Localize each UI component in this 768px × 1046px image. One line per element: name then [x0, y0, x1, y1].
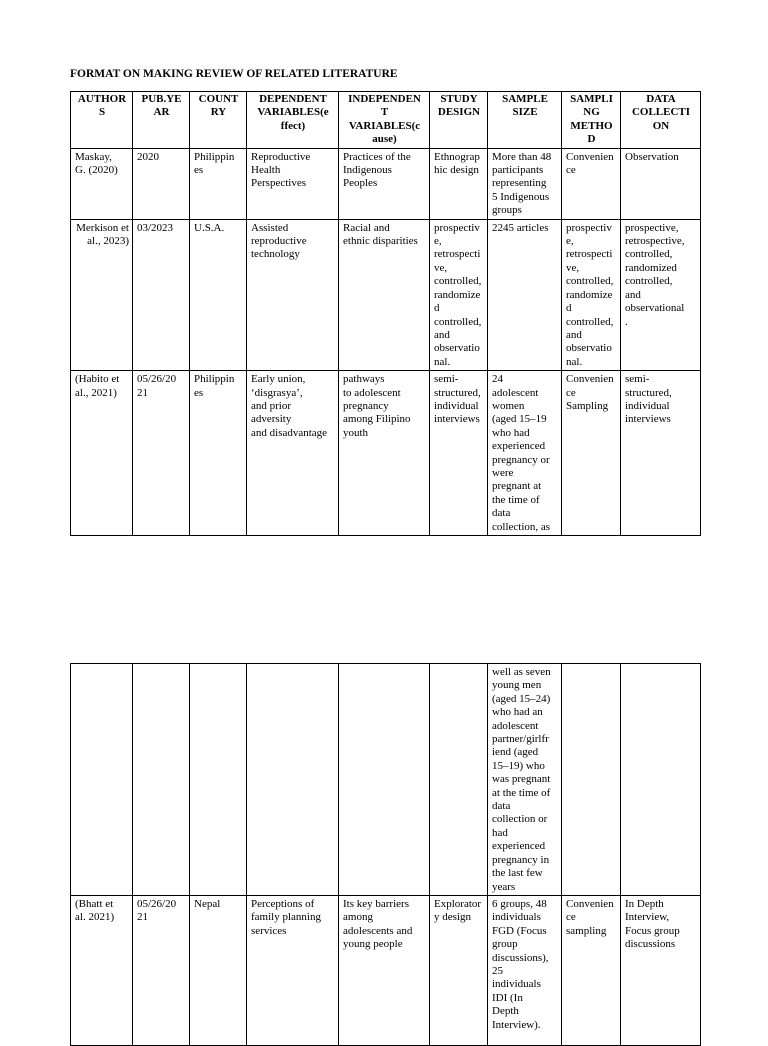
- cell-study-design: Explorator y design: [430, 895, 488, 1045]
- cell-study-design: [430, 664, 488, 896]
- table-row: [71, 664, 701, 896]
- cell-study-design: semi- structured, individual interviews: [430, 371, 488, 536]
- header-country: COUNT RY: [190, 92, 247, 149]
- cell-authors: (Habito et al., 2021): [71, 371, 133, 536]
- cell-sample-size: 24 adolescent women (aged 15–19 who had experienced pregnancy or were pregnant at the time of data collection, as: [488, 371, 562, 536]
- cell-pub-year: 05/26/20 21: [133, 895, 190, 1045]
- header-pub-year: PUB.YE AR: [133, 92, 190, 149]
- cell-country: Nepal: [190, 895, 247, 1045]
- cell-country: Philippin es: [190, 371, 247, 536]
- cell-sampling-method: Convenien ce sampling: [562, 895, 621, 1045]
- cell-independent-variables: Its key barriers among adolescents and young people: [339, 895, 430, 1045]
- cell-independent-variables: pathways to adolescent pregnancy among Filipino youth: [339, 371, 430, 536]
- cell-pub-year: 2020: [133, 148, 190, 219]
- header-dependent-variables: DEPENDENT VARIABLES(e ffect): [247, 92, 339, 149]
- cell-pub-year: 05/26/20 21: [133, 371, 190, 536]
- table-row: [71, 148, 701, 219]
- cell-dependent-variables: Reproductive Health Perspectives: [247, 148, 339, 219]
- header-data-collection: DATA COLLECTI ON: [621, 92, 701, 149]
- cell-sample-size: More than 48 participants representing 5 Indigenous groups: [488, 148, 562, 219]
- header-independent-variables: INDEPENDEN T VARIABLES(c ause): [339, 92, 430, 149]
- cell-dependent-variables: [247, 664, 339, 896]
- cell-sampling-method: Convenien ce: [562, 148, 621, 219]
- cell-sampling-method: [562, 664, 621, 896]
- review-table-page-2: [70, 663, 701, 1046]
- cell-dependent-variables: Early union, ‘disgrasya’, and prior adversity and disadvantage: [247, 371, 339, 536]
- cell-authors: [71, 664, 133, 896]
- cell-authors: (Bhatt et al. 2021): [71, 895, 133, 1045]
- cell-authors: Maskay, G. (2020): [71, 148, 133, 219]
- cell-country: Philippin es: [190, 148, 247, 219]
- cell-sample-size: 6 groups, 48 individuals FGD (Focus group discussions), 25 individuals IDI (In Depth Interview).: [488, 895, 562, 1045]
- cell-independent-variables: Practices of the Indigenous Peoples: [339, 148, 430, 219]
- cell-data-collection: Observation: [621, 148, 701, 219]
- cell-sampling-method: Convenien ce Sampling: [562, 371, 621, 536]
- cell-pub-year: 03/2023: [133, 219, 190, 370]
- cell-dependent-variables: Assisted reproductive technology: [247, 219, 339, 370]
- cell-data-collection: In Depth Interview, Focus group discussions: [621, 895, 701, 1045]
- cell-independent-variables: [339, 664, 430, 896]
- header-sample-size: SAMPLE SIZE: [488, 92, 562, 149]
- document-title: FORMAT ON MAKING REVIEW OF RELATED LITERATURE: [70, 68, 398, 80]
- cell-authors: Merkison et al., 2023): [71, 219, 133, 370]
- table-row: [71, 371, 701, 536]
- table-row: [71, 895, 701, 1045]
- header-sampling-method: SAMPLI NG METHO D: [562, 92, 621, 149]
- cell-country: [190, 664, 247, 896]
- cell-independent-variables: Racial and ethnic disparities: [339, 219, 430, 370]
- review-table-page-1: [70, 91, 701, 536]
- cell-data-collection: [621, 664, 701, 896]
- cell-pub-year: [133, 664, 190, 896]
- cell-dependent-variables: Perceptions of family planning services: [247, 895, 339, 1045]
- header-authors: AUTHOR S: [71, 92, 133, 149]
- table-row: [71, 219, 701, 370]
- cell-sampling-method: prospectiv e, retrospecti ve, controlled, randomize d controlled, and observatio nal.: [562, 219, 621, 370]
- cell-study-design: Ethnograp hic design: [430, 148, 488, 219]
- cell-study-design: prospectiv e, retrospecti ve, controlled, randomize d controlled, and observatio nal.: [430, 219, 488, 370]
- table-header-row: [71, 92, 701, 149]
- cell-sample-size: 2245 articles: [488, 219, 562, 370]
- cell-data-collection: prospective, retrospective, controlled, randomized controlled, and observational .: [621, 219, 701, 370]
- cell-data-collection: semi- structured, individual interviews: [621, 371, 701, 536]
- cell-sample-size: well as seven young men (aged 15–24) who had an adolescent partner/girlfr iend (aged 15–19) who was pregnant at the time of data collection or had experienced pregnancy in the last few years: [488, 664, 562, 896]
- header-study-design: STUDY DESIGN: [430, 92, 488, 149]
- cell-country: U.S.A.: [190, 219, 247, 370]
